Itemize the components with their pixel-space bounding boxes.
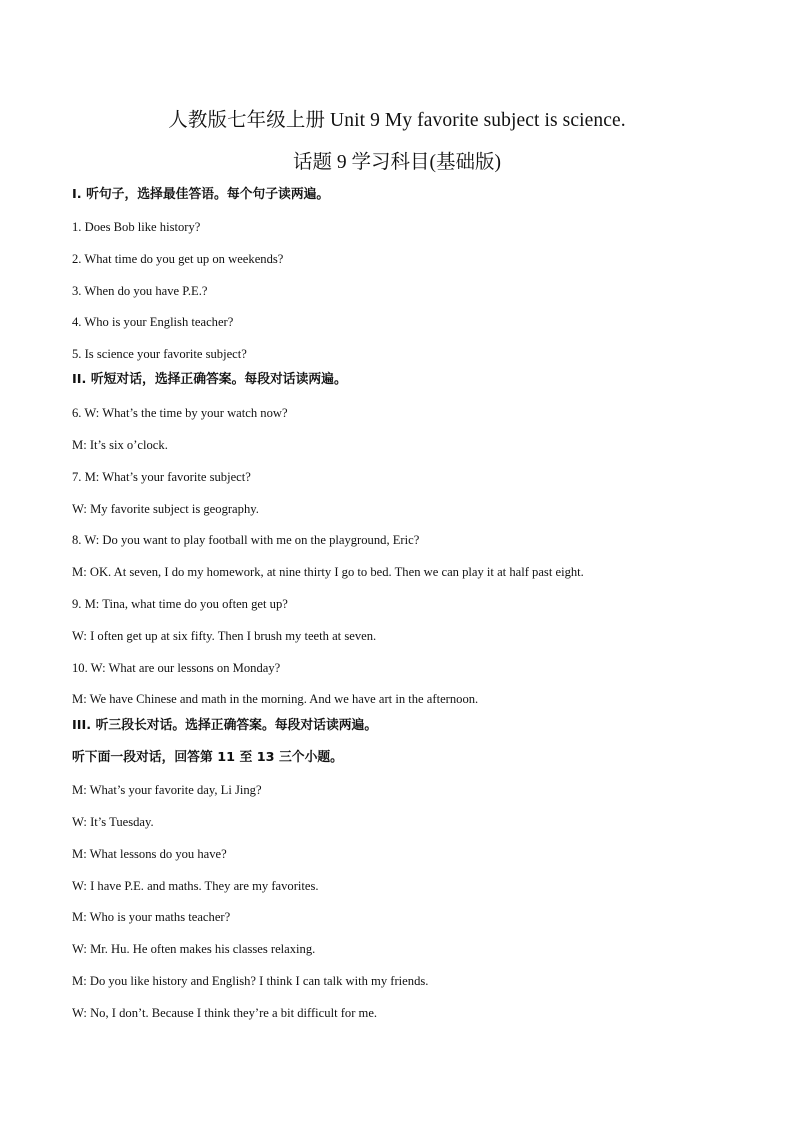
dialogue-line: W: I have P.E. and maths. They are my favorites. — [72, 879, 319, 893]
section-3-subheading: 听下面一段对话，回答第 11 至 13 三个小题。 — [72, 750, 343, 765]
dialogue-line: W: I often get up at six fifty. Then I brush my teeth at seven. — [72, 629, 377, 643]
section-1-heading: Ⅰ. 听句子，选择最佳答语。每个句子读两遍。 — [72, 187, 330, 202]
dialogue-line: M: OK. At seven, I do my homework, at nine thirty I go to bed. Then we can play it at half past eight. — [72, 565, 584, 579]
dialogue-line: M: What’s your favorite day, Li Jing? — [72, 783, 262, 797]
document-subtitle: 话题 9 学习科目(基础版) — [293, 152, 501, 173]
dialogue-line: 6. W: What’s the time by your watch now? — [72, 406, 288, 420]
document-title: 人教版七年级上册 Unit 9 My favorite subject is science. — [168, 110, 626, 131]
dialogue-line: 7. M: What’s your favorite subject? — [72, 470, 251, 484]
dialogue-line: M: Who is your maths teacher? — [72, 910, 231, 924]
dialogue-line: M: It’s six o’clock. — [72, 438, 168, 452]
question-line: 3. When do you have P.E.? — [72, 284, 208, 298]
dialogue-line: 10. W: What are our lessons on Monday? — [72, 661, 281, 675]
question-line: 4. Who is your English teacher? — [72, 315, 234, 329]
section-2-heading: II. 听短对话，选择正确答案。每段对话读两遍。 — [72, 372, 347, 387]
dialogue-line: W: My favorite subject is geography. — [72, 502, 259, 516]
dialogue-line: M: We have Chinese and math in the morning. And we have art in the afternoon. — [72, 692, 479, 706]
section-3-heading: III. 听三段长对话。选择正确答案。每段对话读两遍。 — [72, 718, 378, 733]
question-line: 2. What time do you get up on weekends? — [72, 252, 284, 266]
dialogue-line: W: No, I don’t. Because I think they’re a bit difficult for me. — [72, 1006, 378, 1020]
dialogue-line: 8. W: Do you want to play football with me on the playground, Eric? — [72, 533, 420, 547]
dialogue-line: 9. M: Tina, what time do you often get up? — [72, 597, 288, 611]
dialogue-line: W: Mr. Hu. He often makes his classes relaxing. — [72, 942, 316, 956]
question-line: 5. Is science your favorite subject? — [72, 347, 247, 361]
dialogue-line: M: Do you like history and English? I think I can talk with my friends. — [72, 974, 429, 988]
dialogue-line: W: It’s Tuesday. — [72, 815, 154, 829]
dialogue-line: M: What lessons do you have? — [72, 847, 227, 861]
question-line: 1. Does Bob like history? — [72, 220, 201, 234]
